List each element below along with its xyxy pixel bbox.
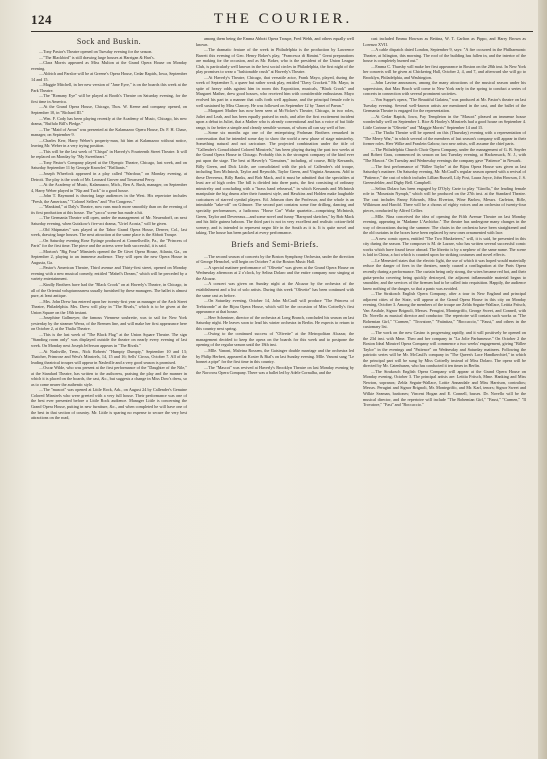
article-paragraph: ....Maggie Mitchell, in her new version of "Jane Eyre," is on the boards this week at the Park Theatre. [31, 82, 187, 93]
article-paragraph: ....On Saturday evening, October 14, John McCaull will produce "The Princess of Trebizonde" at the Bijou Opera House, which will be the occasion of Miss Cottrelly's first appearance at that house. [196, 298, 354, 315]
column-3 [363, 36, 526, 748]
article-paragraph: ....At Haverly's Theatre, Chicago, that versatile actor, Frank Mayo, played, during the week of September 5, a queer but rather weak play, entitled "Davy Crockett." Mr. Mayo, in spite of heavy odds against him in room this Exposition, musicals, "Black Crook" and Margaret Mather, drew good houses, who received him with considerable enthusiasm. Mayo evolved his part in a manner that calls forth well applause, and the principal female role is well sustained by Miss Clancey. He was followed on September 12 by "Janet of Paean." [196, 74, 354, 108]
article-paragraph: among them being the Emma Abbott Opera Troupe, Fred Webb, and others equally well known. [196, 36, 354, 47]
article-paragraph: ....A cable dispatch dated London, September 9, says: "A fire occurred in the Philharmonic Theatre, at Islington, this morning. The roof of the building has fallen in, and the interior of the house is completely burned out." [363, 47, 526, 64]
article-paragraph: ....The "Romany Eye" will be played at Booth's Theatre on Saturday evening, for the first time in America. [31, 93, 187, 104]
article-paragraph: ....Mrs. John Drew has entered upon her twenty-first year as manager of the Arch Street Theatre, Philadelphia. Mrs. Drew will play in "The Rivals," which is to be given at the Union Square on the 18th instant. [31, 298, 187, 315]
article-paragraph: ....The "Maid of Arran" was presented at the Kalamazoo Opera House, Dr. F. H. Chase, manager, on September 9. [31, 126, 187, 138]
article-paragraph: ....Herr Scheniner, director of the orchestra at Long Branch, concluded his season on last Saturday night. He leaves soon to lead his winter orchestra in Berlin. He expects to return to this country next spring. [196, 314, 354, 331]
article-paragraph: ....Tony Pastor's Company played at the Olympic Theatre, Chicago, last week, and on Saturday September 11 by Georgie Knowles' "Brilliants." [31, 159, 187, 171]
column-2 [196, 36, 354, 748]
article-paragraph: ....Old Shipmates" was played at the Tabor Grand Opera House, Denver, Col., last week, drawing large houses. The next attraction at the same place is the Abbott Troupe. [31, 226, 187, 238]
article-paragraph: ....The Germania Theatre will open, under the management of Mr. Neuendorff, on next Saturday evening, when Gutzkow's five-act drama, "Uriel Acosta," will be given. [31, 215, 187, 226]
page-number: 124 [31, 12, 52, 27]
article-paragraph: ....Morton's "Big Four" Minstrels opened the De Givet Opera House, Atlanta, Ga., on September 2, playing to an immense audience. They will open the new Opera House in Augusta, Ga. [31, 248, 187, 265]
article-paragraph: ....Mlle. Vanoni, Malvina Rossem, the Gatsinger double marriage and the orchestra led by Philip Herbert, appeared at Koster & Bial's on last Sunday evening. Mlle. Vanoni sang "Le bonnet a pipe" for the first time in this country. [196, 347, 354, 365]
article-paragraph: ....Charles Kerr, Harry Weber's property-man, hit him at Kalamazoo without notice, leaving Mr. Weber in a very trying position. [31, 137, 187, 149]
article-paragraph: ....A concert was given on Sunday night at the Alcazar by the orchestra of the establishment and a list of solo artists. During this week "Olivette" has been continued with the same cast as before. [196, 281, 354, 298]
article-paragraph: ....A new comic opera, entitled "The Two Musketeers," will, it is said, be presented in this city during the season. The composer is M. de Lazare, who has written several successful comic works which have found favor abroad. The libretto is by a nephew of the same name. The scene is laid in China, a fact which is counted upon for striking costumes and novel effects. [363, 235, 526, 258]
article-paragraph: ....The Strakosch English Opera Company will appear at the Grand Opera House on Monday evening, October 3. The principal artists are: Letitia Fritsch, Mme. Hanking and Miss Newton, sopranos; Zelda Seguin-Wallace, Lottie Annandale and Miss Harrison, contraltos; Messrs. Perugini and Signor Brignoli, Mr. Montegriffo, and Mr. Karl, tenors; Signor Sweet and Wilkie Seaman, baritones; Vincent Hogan and E. Connell, basses. Dr. Novello will be the musical director, and the repertoire will include "The Bohemian Girl," "Faust," "Carmen," "Il Trovatore," "Fast" and "Boccaccio." [363, 368, 526, 408]
article-paragraph: ....The dramatic feature of the week in Philadelphia is the production by Lawrence Barrett this evening of Geo. Henry Boker's play, "Francesca di Rimini." Great preparations are making for the occasion, and as Mr. Boker, who is the president of the Union League Club, is particularly well known in the best social circles in Philadelphia, the first night of the play promises to wear a "fashionable crush" at Haverly's Theatre. [196, 47, 354, 75]
article-paragraph: ....At Nashville, Tenn., Nick Roberts' "Humpty Dumpty," September 10 and 13; Thatcher, Primrose and West's Minstrels, 14, 15 and 16; Sells' Circus, October 7. All of the leading theatrical troupes will appear in Nashville and a very good season is promised. [31, 348, 187, 365]
article-paragraph: ....This will be the last week of "Chispa" in Haverly's Fourteenth Street Theatre. It will be replaced on Monday by "My Sweetheart." [31, 148, 187, 160]
article-paragraph: ....Aldrich and Parsloe will be at Greene's Opera House, Cedar Rapids, Iowa, September 14 and 15. [31, 71, 187, 82]
article-paragraph: ....Kindly Brothers have had the "Black Crook" on at Haverly's Theatre, in Chicago, in all of the Oriental volupturousness usually furnished by these managers. The ballet is almost pure, at least antique. [31, 281, 187, 299]
article-paragraph: ....On Saturday evening Rose Eytinge produced at Connellsville, Pa., the "Princess of Paris" for the first time. The piece and the actress were both successful, it is said. [31, 237, 187, 249]
article-paragraph: ....Josephine Gallmeyer, the famous Viennese soubrette, was to sail for New York yesterday by the steamer Werra, of the Bremen line, and will make her first appearance here on October 2, at the Thalia Theatre. [31, 315, 187, 332]
page-binding-edge [538, 0, 547, 759]
header-rule [31, 31, 533, 32]
article-paragraph: ....At the Academy of Music, Kalamazoo, Mich., Ben A. Bush, manager, on September 4, Harry Weber played in "Nip and Tuck" to a good house. [31, 182, 187, 193]
article-paragraph: ....The Thalia Theatre will be opened on this (Thursday) evening with a representation of "The Merry War," in which several of the members of last season's company will appear in their former roles. Herr Wilke and Fraulein Gabow, two new artists, will assume the chief parts. [363, 130, 526, 147]
page-header [31, 12, 535, 30]
article-paragraph: ....Mlle. Nina conceived the idea of opening the Fifth Avenue Theatre on last Monday evening, appearing in "Madame L'Archiduc." The theatre has undergone many changes in the way of decorations during the summer. The chairs in the orchestra have been straightened and the old curtains in the boxes have been replaced by new ones ornamented with lace. [363, 213, 526, 236]
article-paragraph: ....John T. Raymond is drawing large audiences in the West. His repertoire includes "Fresh, the American," "Colonel Sellers" and "For Congress." [31, 193, 187, 204]
article-paragraph: ....The second season of concerts by the Boston Symphony Orchestra, under the direction of George Henschel, will begin on October 7 at the Boston Music Hall. [196, 253, 354, 265]
article-paragraph: ....Wm. F. Cody has been playing recently at the Academy of Music, Chicago, his new drama, "Buffalo Bill's Pledge." [31, 115, 187, 127]
masthead-title: THE COURIER. [213, 11, 353, 27]
article-paragraph: ....Tony Pastor's Theatre opened on Tuesday evening for the season. [39, 49, 153, 54]
article-paragraph: ....Pastor's American Theatre, Third avenue and Thirty-first street, opened on Monday evening with a new musical comedy, entitled "Mabel's Dream," which will be preceded by a variety entertainment. [31, 265, 187, 282]
article-paragraph: ....A special matinee performance of "Olivette" was given at the Grand Opera House on Wednesday afternoon at 2 o'clock, by Selina Dolaro and the entire company now singing at the Alcazar. [196, 264, 354, 281]
section-heading-briefs: Briefs and Semi-Briefs. [231, 239, 319, 249]
article-paragraph: ....Von Suppe's opera, "The Beautiful Galatea," was produced at Mr. Pastor's theatre on last Tuesday evening. Several well-known artists are mentioned in the cast, and the ballet of the Germania Theatre is engaged for the representation. [363, 97, 526, 114]
article-paragraph: ...."The Blackbird" is still drawing large houses at Harrigan & Hart's. [39, 54, 155, 60]
article-paragraph: ....The "mascot" was opened at Little Rock, Ark., on August 24 by Callender's Genuine Colored Minstrels who were greeted with a very full house. Their performance was one of the best ever presented before a Little Rock audience. Manager Little is concerning the Grand Opera House, putting in new furniture, &c., and when completed he will have one of the best in that section of country. Mr. Little is sparing no expense to secure the very best attractions on the road, [31, 387, 187, 421]
article-paragraph: ....At Cedar Rapids, Iowa, Fay Templeton in the "Mascot" pleased an immense house wonderfully well on September 1. Rice & Hooley's Minstrels had a good house on September 4. Little Corinne in "Olivette" and "Maggie Morris" September 14 and 15. [363, 113, 526, 130]
article-paragraph: ....Clara Morris appeared as Miss Multon at the Grand Opera House on Monday evening. [31, 60, 187, 71]
article-paragraph: ....John Lavine announces, among the many attractions of the musical season under his supervision, that Max Bruch will come to New York early in the spring to conduct a series of concerts in connection with several prominent societies. [363, 80, 526, 97]
article-paragraph: cast included Emma Howson as Bettina, W. T. Carlton as Pippo, and Harry Brown as Lorenzo XVII. [363, 36, 526, 47]
article-paragraph: ....The work on the new Casino is progressing rapidly, and it will positively be opened on the 23d inst. with Mme. Theo and her company in "La Jolie Parfumeuse." On October 2 the Boston Ideal Minstrel Opera Company will commence a two weeks' engagement, giving "Billee Taylor" in the evenings and "Patience" on Wednesday and Saturday matinees. Following the patriotic series will be Mr. McCaull's company in "The Queen's Lace Handkerchief," in which the principal part will be sung by Miss Cottrelly instead of Miss Dolaro. The opera will be directed by Mr. Catenhusen, who has conducted it ten times in Berlin. [363, 329, 526, 369]
column-2-body [196, 36, 354, 236]
article-paragraph: ...."Mankind," at Daly's Theatre, now runs much more smoothly than on the evening of its first production at this house. The "yacca" scene has made a hit. [31, 204, 187, 215]
article-paragraph: ....Oscar Wilde, who was present at the first performance of the "Daughter of the Nile," at the Standard Theatre, has written to the authoress, praising the play and the manner in which it is placed on the boards, the cast, &c., but suggests a change in Miss Dow's dress, so as to come nearer the authentic style. [31, 365, 187, 387]
article-paragraph: ....Margaret Mather has now been seen at McVicker's Theatre, Chicago, in two roles, Juliet and Leah, and has been equally praised in each, and after the first excitement incident upon a debut in Juliet, that a Mather who is already conventional and has a voice of but little range, is far better a simple and cleanly sensible woman, of whom all can say well of her. [196, 108, 354, 130]
article-paragraph: ....The "Mascot" was revived at Haverly's Brooklyn Theatre on last Monday evening by the Norcross Opera Company. There was a ballet led by Adele Cornalba, and the [196, 364, 354, 376]
article-paragraph: ....Some six months ago one of the enterprising Frohman Brothers remarked in conversation that he intended some day to show the world a new phase of stage minstrelsy. Something natural and not caricature. The projected combination under the title of "Callender's Consolidated Colored Minstrels," has been playing during the past two weeks at the Grand Opera House in Chicago. Probably this is the strongest company of the kind ever put upon the stage. The best at Haverly's "Genuines," including, of course, Billy Kersands, Billy Green, and Dick Little, are consolidated with the pick of Callender's old troupe, including Tom McIntosh, Taylor and Reynolds, Taylor Green, and Virginia Amazons. Add to these Devereux, Billy Banks, and Bob Mack, and it must be admitted that the specialties at least are of high order. The bill is divided into three parts, the first consisting of ordinary minstrelsy and concluding with a "brass band rehearsal," in which Kersands and McIntosh manipulate the big drums after their funniest style, and Hawkins and Holden make laughable caricatures of starved cymbal players. Ed. Johnson does the Professor, and the whole is an inimitable "take-off" on Gilmore. The second part contains some fine drilling, dancing and specialty performances, a ludicrous "Horse Car" Wake quartette—comprising McIntosh, Green, Taylor and Devereaux—and some novel and funny "Barnyard sketches," by Bob Mack and his little guinea baboon. The third part is not in very excellent and realistic cotton-field scenery, and is intended to represent negro life in the South as it is. It is quite novel and taking. The house has been packed at every performance. [196, 130, 354, 236]
article-paragraph: ....Emma C. Thursby will make her first appearance in Boston on the 28th inst. In New York her concerts will be given at Chickering Hall, October 2, 4, and 7, and afterward she will go to Brooklyn, Philadelphia, and Washington. [363, 63, 526, 80]
article-paragraph: ....The Strakosch English Opera Company, after a tour in New England and principal adjacent cities of the State, will appear at the Grand Opera House in this city on Monday evening, October 3. Among the members of the troupe are Zelda Seguin-Wallace, Letitia Fritsch, Van Arsdale, Signor Brignoli, Messrs. Perugini, Montegriffo, George Sweet, and Conneil, with Dr. Novello as musical director and conductor. The repertoire will contain such works as "The Bohemian Girl," "Carmen," "Trovatore," "Fatinitza," "Boccaccio," "Faust," and others in the customary list. [363, 291, 526, 330]
article-paragraph: ....The first performance of "Billee Taylor" at the Bijou Opera House was given as last Saturday's matinee. On Saturday evening, Mr. McCaull's regular season opened with a revival of "Patience," the cast of which includes Lillian Russell, Lily Post, Laura Joyce, John Howson, J. S. Greensfelder, and Digby Bell. Campbell. [363, 163, 526, 186]
column-1-body [31, 49, 187, 421]
article-paragraph: ....The Philadelphia Church Choir Opera Company, under the management of G. B. Snyder and Robert Grau, commenced its season on last Tuesday evening, at Hackensack, N. J., with "The Mascot." On Tuesday and Wednesday evenings the company gave "Patience" in Newark. [363, 146, 526, 164]
article-paragraph: ....Le Menestrel states that the electric light, the use of which it was hoped would materially reduce the danger of fires in the theatres, nearly caused a conflagration at the Paris Opera recently during a performance. The curtain being only strong, the wires became red hot, and their gutta-percha covering being quickly destroyed, the adjacent inflammable material began to smoulder, and the services of the firemen had to be called into requisition. Happily, the audience knew nothing of the danger, so that a panic was avoided. [363, 257, 526, 291]
column-2-briefs-body [196, 254, 354, 376]
article-paragraph: ....This is the last week of "The Black Flag" at the Union Square Theatre. The sign "Standing room only" was displayed outside the theatre on nearly every evening of last week. On Monday next Joseph Jefferson appears in "The Rivals." [31, 331, 187, 348]
section-heading-sock-and-buskin: Sock and Buskin. [76, 37, 142, 46]
column-1 [31, 36, 187, 748]
article-paragraph: ....Selina Dolaro has been engaged by D'Oyly Carte to play "Girofla," the leading female role in "Mountain Nymph," which will be produced on the 27th inst. at the Standard Theatre. The cast includes Fanny Edwards, Miss Elverton, Wine Barlow, Messrs. Carleton, Rifle, Wilkinson and Harold. There will be a chorus of eighty voices and an orchestra of twenty-four pieces, conducted by Alfred Cellier. [363, 185, 526, 213]
article-paragraph: ....At the Grand Opera House, Chicago, Thos. W. Keene and company opened, on September 10, in "Richard III." [31, 104, 187, 116]
article-paragraph: ....Joseph Wheelock appeared in a play called "Wardour," on Monday evening, at Detroit. The play is the work of Mr. Leonard Grover and Townsend Percy. [31, 171, 187, 182]
article-paragraph: ....Owing to the continued success of "Olivette" at the Metropolitan Alcazar, the management decided to keep the opera on the boards for this week and to postpone the opening of the regular season until the 18th inst. [196, 331, 354, 348]
column-3-body [363, 36, 526, 408]
